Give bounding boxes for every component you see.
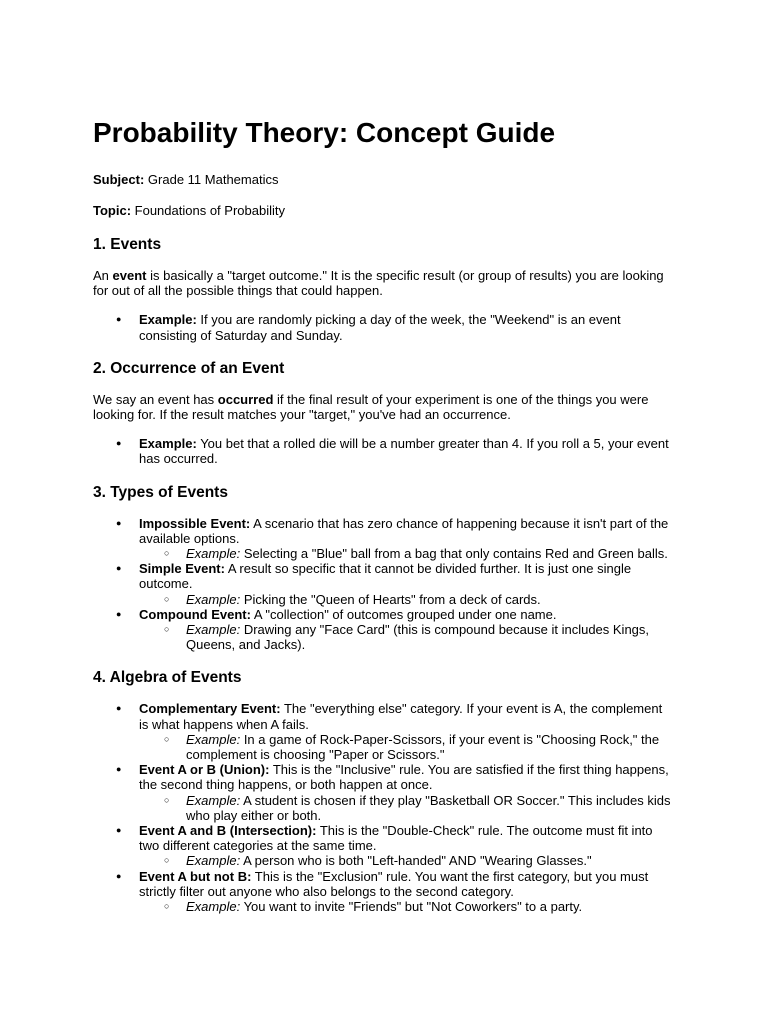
example-label: Example: — [186, 591, 241, 607]
sub-list — [139, 899, 675, 914]
term: Event A or B (Union): — [139, 762, 270, 778]
events-paragraph — [93, 268, 675, 298]
example-text: You bet that a rolled die will be a number greater than 4. If you roll a 5, your event has occurred. — [139, 436, 669, 467]
example-label: Example: — [186, 546, 241, 562]
description: A scenario that has zero chance of happening because it isn't part of the available options. — [139, 515, 669, 546]
list-item — [139, 312, 675, 342]
example-text: If you are randomly picking a day of the week, the "Weekend" is an event consisting of Saturday and Sunday. — [139, 312, 621, 343]
list-item — [139, 701, 675, 762]
sub-list-item — [186, 622, 675, 652]
sub-list — [139, 622, 675, 652]
example-label: Example: — [186, 792, 241, 808]
sub-list-item — [186, 793, 675, 823]
section-heading-events: 1. Events — [93, 236, 162, 253]
list-item — [139, 436, 675, 466]
example-text: A student is chosen if they play "Basketball OR Soccer." This includes kids who play either or both. — [186, 792, 671, 823]
text: We say an event has — [93, 391, 218, 407]
example-text: Picking the "Queen of Hearts" from a deck of cards. — [240, 591, 541, 607]
example-label: Example: — [186, 731, 241, 747]
term: Compound Event: — [139, 606, 251, 622]
occurrence-paragraph — [93, 392, 675, 422]
example-text: In a game of Rock-Paper-Scissors, if your event is "Choosing Rock," the complement is choosing "Paper or Scissors." — [186, 731, 660, 763]
term: Simple Event: — [139, 561, 225, 577]
description: This is the "Inclusive" rule. You are satisfied if the first thing happens, the second thing happens, or both happen at once. — [139, 762, 669, 793]
text: An — [93, 268, 113, 283]
list-item — [139, 823, 675, 869]
page-title: Probability Theory: Concept Guide — [93, 117, 556, 148]
sub-list — [139, 853, 675, 868]
topic-label: Topic: — [93, 203, 132, 218]
text: if the final result of your experiment is one of the things you were looking for. If the result matches your "target," you've had an occurrence. — [93, 391, 649, 423]
example-label: Example: — [139, 436, 197, 452]
bold-term: occurred — [217, 391, 274, 407]
events-example-list — [93, 312, 675, 342]
bold-term: event — [112, 268, 147, 283]
term: Event A and B (Intersection): — [139, 823, 317, 839]
list-item — [139, 607, 675, 653]
sub-list — [139, 546, 675, 561]
algebra-list — [93, 701, 675, 914]
subject-value: Grade 11 Mathematics — [147, 172, 279, 187]
term: Impossible Event: — [139, 515, 251, 531]
description: The "everything else" category. If your event is A, the complement is what happens when A fails. — [139, 701, 663, 732]
description: A result so specific that it cannot be divided further. It is just one single outcome. — [139, 561, 632, 592]
sub-list — [139, 732, 675, 762]
sub-list — [139, 592, 675, 607]
example-text: Drawing any "Face Card" (this is compound because it includes Kings, Queens, and Jacks). — [186, 622, 650, 653]
types-list — [93, 516, 675, 653]
list-item — [139, 762, 675, 823]
term: Complementary Event: — [139, 701, 281, 717]
list-item — [139, 561, 675, 607]
text: is basically a "target outcome." It is the specific result (or group of results) you are looking for out of all the possible things that could happen. — [93, 268, 664, 299]
sub-list-item — [186, 853, 675, 868]
sub-list-item — [186, 546, 675, 561]
topic-line — [93, 203, 675, 218]
example-label: Example: — [139, 312, 197, 328]
list-item — [139, 516, 675, 562]
example-text: A person who is both "Left-handed" AND "Wearing Glasses." — [240, 853, 592, 869]
term: Event A but not B: — [139, 868, 252, 884]
sub-list-item — [186, 732, 675, 762]
example-label: Example: — [186, 622, 241, 638]
occurrence-example-list — [93, 436, 675, 466]
section-heading-types: 3. Types of Events — [93, 483, 228, 501]
subject-line — [93, 172, 675, 187]
sub-list-item — [186, 899, 675, 914]
list-item — [139, 869, 675, 915]
example-text: You want to invite "Friends" but "Not Coworkers" to a party. — [240, 899, 583, 915]
topic-value: Foundations of Probability — [134, 203, 285, 218]
description: This is the "Exclusion" rule. You want the first category, but you must strictly filter out anyone who also belongs to the second category. — [139, 868, 649, 899]
description: This is the "Double-Check" rule. The outcome must fit into two different categories at the same time. — [139, 823, 653, 854]
section-heading-algebra: 4. Algebra of Events — [93, 669, 242, 687]
sub-list-item — [186, 592, 675, 607]
example-text: Selecting a "Blue" ball from a bag that only contains Red and Green balls. — [240, 546, 668, 562]
sub-list — [139, 793, 675, 823]
example-label: Example: — [186, 853, 241, 869]
section-heading-occurrence: 2. Occurrence of an Event — [93, 359, 285, 377]
example-label: Example: — [186, 899, 241, 915]
subject-label: Subject: — [93, 172, 145, 187]
description: A "collection" of outcomes grouped under one name. — [250, 606, 557, 622]
